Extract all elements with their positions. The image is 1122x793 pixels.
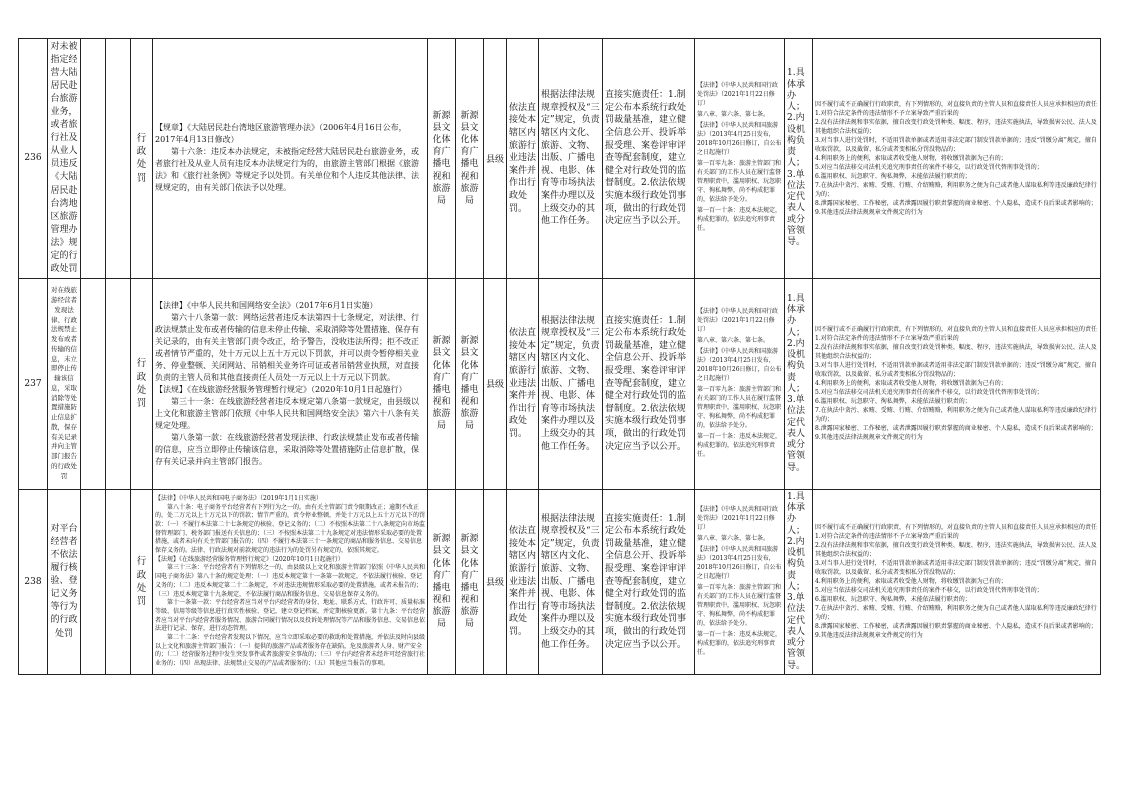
row-number: 238 <box>19 489 48 674</box>
accountability-paragraph: 【法律】《中华人民共和国行政处罚法》（2021年1月22日修订） <box>697 505 779 531</box>
responsibility-content: 直接实施责任：1.制定公布本系统行政处罚裁量基准，建立健全信息公开、投诉举报受理、案卷评审评查等配套制度，建立健全对行政处罚的监督制度。2.依法依规实施本级行政处罚事项，做出的行政处罚决定应当予以公开。 <box>603 39 695 279</box>
circumstance-item: 8.泄露国家秘密、工作秘密，或者泄露因履行职责掌握的商业秘密、个人隐私，造成不良后果或者影响的； <box>815 425 1097 433</box>
row-number: 237 <box>19 278 48 489</box>
item-category: 行政处罚 <box>131 278 153 489</box>
empty-cell-code <box>106 278 131 489</box>
circumstance-item: 8.泄露国家秘密、工作秘密，或者泄露因履行职责掌握的商业秘密、个人隐私，造成不良后果或者影响的； <box>815 199 1097 207</box>
admin-level: 县级 <box>484 489 507 674</box>
implementing-department: 新源县文化体育广播电视和旅游局 <box>428 39 456 279</box>
basis-paragraph: 【法规】《在线旅游经营服务管理暂行规定》（2020年10月1日起施行） <box>155 555 344 563</box>
circumstance-item: 9.其他违反法律法规规章文件规定的行为 <box>815 632 923 640</box>
responsibility-content: 直接实施责任：1.制定公布本系统行政处罚裁量基准，建立健全信息公开、投诉举报受理、案卷评审评查等配套制度，建立健全对行政处罚的监督制度。2.依法依规实施本级行政处罚事项，做出的行政处罚决定应当予以公开。 <box>603 278 695 489</box>
accountability-circumstances <box>813 39 1101 279</box>
circumstance-item: 7.在执法中贪污、索贿、受贿、行贿、介绍贿赂，利用职务之便为自己或者他人谋取私利等违反廉政纪律行为的； <box>815 407 1097 424</box>
circumstance-item: 3.对当事人进行处罚时，不适用罚款单据或者适用非法定部门制发罚款单据的；违反“罚缴分离”规定，擅自收取罚款，以及截留、私分或者变相私分罚没物品的； <box>815 136 1097 153</box>
circumstance-item: 5.对应当依法移交司法机关追究刑事责任的案件不移交，以行政处罚代替刑事处罚的； <box>815 163 1043 171</box>
responsibility-basis: 根据法律法规规章授权及“三定”规定，负责辖区内文化、旅游、文物、出版、广播电视、电影、体育等市场执法案件办理以及上级交办的其他工作任务。 <box>539 489 603 674</box>
accountability-paragraph: 第一百一十条：违反本法规定，构成犯罪的，依法追究刑事责任。 <box>697 207 782 233</box>
implementation-scope: 依法直接处本辖区内旅游行业违法案件并作出行政处罚。 <box>507 278 539 489</box>
empty-cell-sub <box>81 39 106 279</box>
accountability-paragraph: 【法律】《中华人民共和国旅游法》（2013年4月25日发布，2018年10月26日修订，自公布之日起施行） <box>697 545 782 580</box>
circumstance-item: 1.对符合法定条件的违法情形不予立案导致严重后果的 <box>815 109 959 117</box>
circumstance-item: 3.对当事人进行处罚时，不适用罚款单据或者适用非法定部门制发罚款单据的；违反“罚缴分离”规定，擅自收取罚款，以及截留、私分或者变相私分罚没物品的； <box>815 560 1097 577</box>
accountability-paragraph: 第八章、第六条、第七条。 <box>697 111 770 119</box>
implementing-department: 新源县文化体育广播电视和旅游局 <box>428 278 456 489</box>
circumstance-item: 4.利用职务上的便利，索取或者收受他人财物，将收缴罚款据为己有的； <box>815 380 1007 388</box>
basis-paragraph: 【规章】《大陆居民赴台湾地区旅游管理办法》（2006年4月16日公布，2017年4月13日修改） <box>155 123 407 145</box>
responsibility-content: 直接实施责任：1.制定公布本系统行政处罚裁量基准，建立健全信息公开、投诉举报受理、案卷评审评查等配套制度，建立健全对行政处罚的监督制度。2.依法依规实施本级行政处罚事项，做出的行政处罚决定应当予以公开。 <box>603 489 695 674</box>
responsible-subject: 1.具体承办人；2.内设机构负责人；3.单位法定代表人或分管领导。 <box>785 39 813 279</box>
circumstance-item: 2.没有法律法规和事实依据，擅自改变行政处罚种类、幅度、程序，违法实施执法，导致损害公民、法人及其他组织合法权益的； <box>815 118 1097 135</box>
circumstance-item: 1.对符合法定条件的违法情形不予立案导致严重后果的 <box>815 533 959 541</box>
basis-paragraph: 第八条第一款：在线旅游经营者发现法律、行政法规禁止发布或者传输的信息，应当立即停止传输该信息，采取消除等处置措施防止信息扩散，保存有关记录并向主管部门报告。 <box>155 432 419 466</box>
basis-paragraph: 第八十条：电子商务平台经营者有下列行为之一的，由有关主管部门责令限期改正；逾期不改正的，处二万元以上十万元以下的罚款；情节严重的，责令停业整顿，并处十万元以上五十万元以下的罚款：（一）不履行本法第二十七条规定的核验、登记义务的；（二）不按照本法第二十八条规定向市场监督管理部门、税务部门报送有关信息的；（三）不按照本法第二十九条规定对违法情形采取必要的处置措施，或者未向有关主管部门报告的；（四）不履行本法第三十一条规定的商品和服务信息、交易信息保存义务的。法律、行政法规对前款规定的违法行为的处罚另有规定的，依照其规定。 <box>155 503 426 555</box>
accountability-paragraph: 【法律】《中华人民共和国旅游法》（2013年4月25日发布，2018年10月26日修订，自公布之日起施行） <box>697 122 782 157</box>
legal-basis <box>153 489 428 674</box>
responsible-subject: 1.具体承办人；2.内设机构负责人；3.单位法定代表人或分管领导。 <box>785 489 813 674</box>
circumstance-item: 1.对符合法定条件的违法情形不予立案导致严重后果的 <box>815 335 959 343</box>
circumstance-item: 2.没有法律法规和事实依据，擅自改变行政处罚种类、幅度、程序，违法实施执法，导致损害公民、法人及其他组织合法权益的； <box>815 344 1097 361</box>
circumstance-item: 6.滥用职权、玩忽职守、徇私舞弊，未能依法履行职责的； <box>815 596 971 604</box>
circumstance-item: 9.其他违反法律法规规章文件规定的行为 <box>815 434 923 442</box>
circumstance-item: 因不履行或不正确履行行政职责，有下列情形的，对直接负责的主管人员和直接责任人员应承担相应的责任 <box>815 100 1098 108</box>
accountability-paragraph: 第一百零九条：旅游主管部门和有关部门的工作人员在履行监督管理职责中，滥用职权、玩忽职守、徇私舞弊，尚不构成犯罪的，依法给予处分。 <box>697 385 782 429</box>
empty-cell-sub <box>81 278 106 489</box>
responsible-subject: 1.具体承办人；2.内设机构负责人；3.单位法定代表人或分管领导。 <box>785 278 813 489</box>
responsible-department: 新源县文化体育广播电视和旅游局 <box>456 278 484 489</box>
implementation-scope: 依法直接处本辖区内旅游行业违法案件并作出行政处罚。 <box>507 489 539 674</box>
item-name: 对在线旅游经营者发现法律、行政法规禁止发布或者传输的信息，未立即停止传输该信息，采取消除等处置措施防止信息扩散，保存有关记录并向主管部门报告的行政处罚 <box>48 278 81 489</box>
admin-level: 县级 <box>484 278 507 489</box>
basis-paragraph: 【法律】《中华人民共和国网络安全法》（2017年6月1日实施） <box>155 300 378 310</box>
circumstance-item: 9.其他违反法律法规规章文件规定的行为 <box>815 208 923 216</box>
legal-basis <box>153 39 428 279</box>
responsible-department: 新源县文化体育广播电视和旅游局 <box>456 489 484 674</box>
accountability-basis <box>695 489 785 674</box>
accountability-circumstances <box>813 278 1101 489</box>
circumstance-item: 2.没有法律法规和事实依据，擅自改变行政处罚种类、幅度、程序，违法实施执法，导致损害公民、法人及其他组织合法权益的； <box>815 542 1097 559</box>
accountability-basis <box>695 278 785 489</box>
item-name: 对未被指定经营大陆居民赴台旅游业务，或者旅行社及从业人员违反《大陆居民赴台湾地区旅游管理办法》规定的行政处罚 <box>48 39 81 279</box>
accountability-basis <box>695 39 785 279</box>
accountability-paragraph: 第八章、第六条、第七条。 <box>697 534 770 542</box>
item-name: 对平台经营者不依法履行核验、登记义务等行为的行政处罚 <box>48 489 81 674</box>
basis-paragraph: 第二十二条：平台经营者发现以下情况，应当立即采取必要的救助和处置措施，并依法及时向县级以上文化和旅游主管部门报告：（一）提供的旅游产品或者服务存在缺陷，危及旅游者人身、财产安全的；（二）经营服务过程中发生突发事件或者旅游安全事故的；（三）平台内经营者未经许可经营旅行社业务的；（四）出现法律、法规禁止交易的产品或者服务的；（五）其他应当报告的事项。 <box>155 633 426 668</box>
table-row <box>19 489 1101 674</box>
circumstance-item: 4.利用职务上的便利，索取或者收受他人财物，将收缴罚款据为己有的； <box>815 578 1007 586</box>
basis-paragraph: 第十一条第一款：平台经营者应当对平台内经营者的身份、地址、联系方式、行政许可、质量标准等级、信用等级等信息进行真实性核验、登记，建立登记档案，并定期核验更新。第十九条：平台经营者应当对平台内经营者服务情况、旅游合同履行情况以及投诉处理情况等产品和服务信息、交易信息依法进行记录、保存，进行动态管理。 <box>155 599 426 633</box>
accountability-paragraph: 第一百一十条：违反本法规定，构成犯罪的，依法追究刑事责任。 <box>697 432 782 458</box>
basis-paragraph: 第三十三条：平台经营者有下列情形之一的，由县级以上文化和旅游主管部门依照《中华人民共和国电子商务法》第八十条的规定处理：（一）违反本规定第十一条第一款规定，不依法履行核验、登记义务的；（二）违反本规定第二十二条规定，不对违法违规情形采取必要的处置措施，或者未报告的；（三）违反本规定第十九条规定，不依法履行商品和服务信息、交易信息保存义务的。 <box>155 564 426 598</box>
circumstance-item: 3.对当事人进行处罚时，不适用罚款单据或者适用非法定部门制发罚款单据的；违反“罚缴分离”规定，擅自收取罚款，以及截留、私分或者变相私分罚没物品的； <box>815 362 1097 379</box>
accountability-paragraph: 【法律】《中华人民共和国旅游法》（2013年4月25日发布，2018年10月26日修订，自公布之日起施行） <box>697 347 782 382</box>
accountability-paragraph: 第一百一十条：违反本法规定，构成犯罪的，依法追究刑事责任。 <box>697 630 782 656</box>
accountability-paragraph: 第一百零九条：旅游主管部门和有关部门的工作人员在履行监督管理职责中，滥用职权、玩忽职守、徇私舞弊，尚不构成犯罪的，依法给予处分。 <box>697 583 782 627</box>
basis-paragraph: 第三十一条：在线旅游经营者违反本规定第八条第一款规定，由县级以上文化和旅游主管部门依照《中华人民共和国网络安全法》第六十八条有关规定处理。 <box>155 396 419 430</box>
empty-cell-sub <box>81 489 106 674</box>
item-category: 行政处罚 <box>131 39 153 279</box>
circumstance-item: 4.利用职务上的便利，索取或者收受他人财物，将收缴罚款据为己有的； <box>815 154 1007 162</box>
accountability-paragraph: 第一百零九条：旅游主管部门和有关部门的工作人员在履行监督管理职责中，滥用职权、玩忽职守、徇私舞弊，尚不构成犯罪的，依法给予处分。 <box>697 160 782 204</box>
responsibility-basis: 根据法律法规规章授权及“三定”规定，负责辖区内文化、旅游、文物、出版、广播电视、电影、体育等市场执法案件办理以及上级交办的其他工作任务。 <box>539 278 603 489</box>
accountability-circumstances <box>813 489 1101 674</box>
responsibility-basis: 根据法律法规规章授权及“三定”规定，负责辖区内文化、旅游、文物、出版、广播电视、电影、体育等市场执法案件办理以及上级交办的其他工作任务。 <box>539 39 603 279</box>
basis-paragraph: 第十六条：违反本办法规定，未被指定经营大陆居民赴台旅游业务，或者旅行社及从业人员有违反本办法规定行为的，由旅游主管部门根据《旅游法》和《旅行社条例》等规定予以处罚。有关单位和个人违反其他法律、法规规定的，由有关部门依法予以处理。 <box>155 147 419 193</box>
implementation-scope: 依法直接处本辖区内旅游行业违法案件并作出行政处罚。 <box>507 39 539 279</box>
responsible-department: 新源县文化体育广播电视和旅游局 <box>456 39 484 279</box>
table-row <box>19 39 1101 279</box>
circumstance-item: 6.滥用职权、玩忽职守、徇私舞弊，未能依法履行职责的； <box>815 398 971 406</box>
implementing-department: 新源县文化体育广播电视和旅游局 <box>428 489 456 674</box>
circumstance-item: 7.在执法中贪污、索贿、受贿、行贿、介绍贿赂，利用职务之便为自己或者他人谋取私利等违反廉政纪律行为的； <box>815 181 1097 198</box>
basis-paragraph: 【法规】《在线旅游经营服务管理暂行规定》（2020年10月1日起施行） <box>155 384 407 394</box>
circumstance-item: 5.对应当依法移交司法机关追究刑事责任的案件不移交，以行政处罚代替刑事处罚的； <box>815 587 1043 595</box>
circumstance-item: 8.泄露国家秘密、工作秘密，或者泄露因履行职责掌握的商业秘密、个人隐私，造成不良后果或者影响的； <box>815 623 1097 631</box>
row-number: 236 <box>19 39 48 279</box>
basis-paragraph: 第六十八条第一款：网络运营者违反本法第四十七条规定，对法律、行政法规禁止发布或者传输的信息未停止传输、采取消除等处置措施、保存有关记录的，由有关主管部门责令改正，给予警告，没收违法所得；拒不改正或者情节严重的，处十万元以上五十万元以下罚款，并可以责令暂停相关业务、停业整顿、关闭网站、吊销相关业务许可证或者吊销营业执照，对直接负责的主管人员和其他直接责任人员处一万元以上十万元以下罚款。 <box>155 312 419 382</box>
responsibility-table <box>18 38 1101 675</box>
circumstance-item: 6.滥用职权、玩忽职守、徇私舞弊，未能依法履行职责的； <box>815 172 971 180</box>
circumstance-item: 5.对应当依法移交司法机关追究刑事责任的案件不移交，以行政处罚代替刑事处罚的； <box>815 389 1043 397</box>
accountability-paragraph: 【法律】《中华人民共和国行政处罚法》（2021年1月22日修订） <box>697 82 779 108</box>
accountability-paragraph: 第八章、第六条、第七条。 <box>697 336 770 344</box>
circumstance-item: 因不履行或不正确履行行政职责，有下列情形的，对直接负责的主管人员和直接责任人员应承担相应的责任 <box>815 524 1098 532</box>
legal-basis <box>153 278 428 489</box>
circumstance-item: 7.在执法中贪污、索贿、受贿、行贿、介绍贿赂，利用职务之便为自己或者他人谋取私利等违反廉政纪律行为的； <box>815 605 1097 622</box>
admin-level: 县级 <box>484 39 507 279</box>
basis-paragraph: 【法律】《中华人民共和国电子商务法》（2019年1月1日实施） <box>155 494 322 502</box>
empty-cell-code <box>106 489 131 674</box>
item-category: 行政处罚 <box>131 489 153 674</box>
table-row <box>19 278 1101 489</box>
circumstance-item: 因不履行或不正确履行行政职责，有下列情形的，对直接负责的主管人员和直接责任人员应承担相应的责任 <box>815 326 1098 334</box>
accountability-paragraph: 【法律】《中华人民共和国行政处罚法》（2021年1月22日修订） <box>697 307 779 333</box>
empty-cell-code <box>106 39 131 279</box>
